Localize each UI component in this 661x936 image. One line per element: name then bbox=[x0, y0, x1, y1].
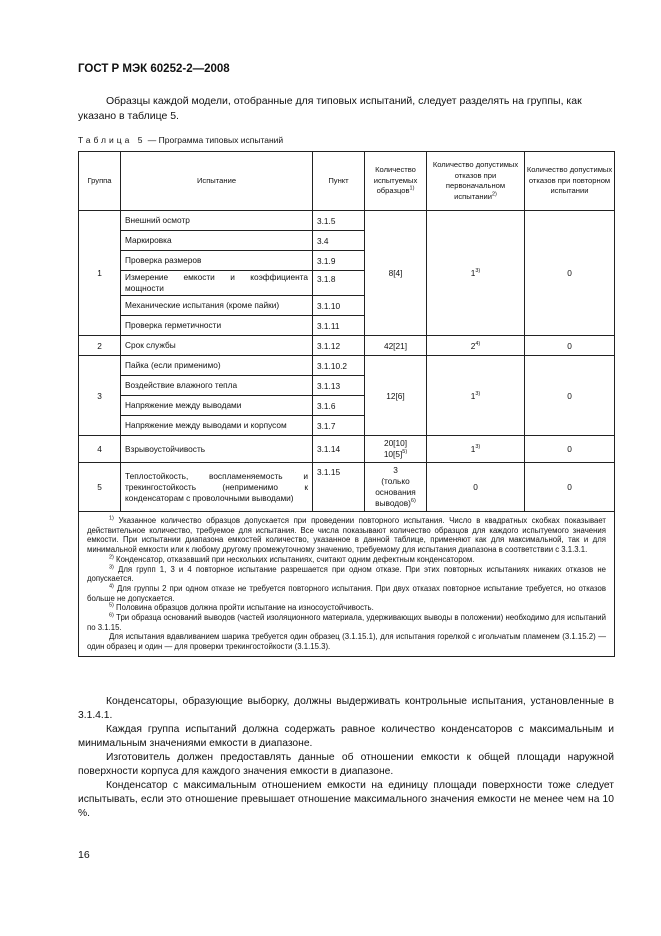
table-row bbox=[79, 336, 615, 356]
samples-cell: 42[21] bbox=[365, 336, 427, 356]
header-samples-sup: 1) bbox=[409, 185, 415, 192]
footnote bbox=[87, 565, 606, 584]
header-test: Испытание bbox=[121, 152, 313, 211]
fail-initial-cell bbox=[427, 211, 525, 336]
clause-cell: 3.1.13 bbox=[313, 376, 365, 396]
test-cell: Маркировка bbox=[121, 231, 313, 251]
test-cell: Воздействие влажного тепла bbox=[121, 376, 313, 396]
test-cell: Механические испытания (кроме пайки) bbox=[121, 296, 313, 316]
clause-cell: 3.1.15 bbox=[313, 463, 365, 512]
samples-cell bbox=[365, 436, 427, 463]
test-cell: Напряжение между выводами bbox=[121, 396, 313, 416]
fail-initial-sup: 3) bbox=[475, 444, 481, 451]
footnote bbox=[87, 603, 606, 613]
clause-cell: 3.1.14 bbox=[313, 436, 365, 463]
header-samples-text: Количество испытуемых образцов bbox=[373, 165, 418, 196]
footnote-mark: 1) bbox=[109, 515, 114, 522]
samples-value: 20[10] bbox=[383, 438, 408, 448]
body-paragraph: Конденсаторы, образующие выборку, должны выдерживать контрольные испытания, установленные в 3.1.4.1. bbox=[78, 696, 614, 721]
footnote-text: Конденсатор, отказавший при нескольких испытаниях, считают одним дефектным конденсатором. bbox=[113, 554, 475, 564]
fail-initial-value: 1 bbox=[470, 390, 476, 401]
footnote-mark: 3) bbox=[109, 563, 114, 570]
header-fail-initial-sup: 2) bbox=[492, 190, 497, 197]
table-row bbox=[79, 463, 615, 512]
footnote-text: Для группы 2 при одном отказе не требуется повторного испытания. При двух отказах повторное испытание требуется, но отказов больше не допускается. bbox=[87, 583, 606, 603]
samples-cell: 8[4] bbox=[365, 211, 427, 336]
group-cell: 5 bbox=[79, 463, 121, 512]
table-row bbox=[79, 436, 615, 463]
samples-sup: 6) bbox=[410, 498, 416, 505]
test-cell: Проверка размеров bbox=[121, 251, 313, 271]
samples-value-line: основания bbox=[375, 487, 416, 497]
test-cell: Проверка герметичности bbox=[121, 316, 313, 336]
body-paragraph: Конденсатор с максимальным отношением емкости на единицу площади поверхности тоже следует испытывать, если это отношение превышает отношение максимального значения емкости не менее чем на 10 %. bbox=[78, 780, 614, 819]
test-cell: Теплостойкость, воспламеняемость и трекингостойкость (неприменимо к конденсаторам с проволочными выводами) bbox=[121, 463, 313, 512]
footnote bbox=[87, 516, 606, 555]
samples-value-line-text: выводов) bbox=[375, 498, 411, 508]
fail-initial-value: 2 bbox=[470, 340, 476, 351]
page-number: 16 bbox=[78, 849, 90, 861]
intro-paragraph bbox=[78, 94, 614, 124]
body-paragraph: Каждая группа испытаний должна содержать равное количество конденсаторов с максимальным и минимальным значениями емкости в диапазоне. bbox=[78, 724, 614, 749]
fail-initial-cell bbox=[427, 336, 525, 356]
test-cell: Взрывоустойчивость bbox=[121, 436, 313, 463]
fail-initial-sup: 4) bbox=[475, 340, 481, 347]
table-notes bbox=[79, 512, 615, 657]
fail-initial-value: 1 bbox=[470, 444, 476, 454]
document-header: ГОСТ Р МЭК 60252-2—2008 bbox=[78, 63, 230, 75]
clause-cell: 3.1.9 bbox=[313, 251, 365, 271]
samples-value: 3 bbox=[393, 465, 398, 475]
fail-initial-cell: 0 bbox=[427, 463, 525, 512]
table-caption-title: — Программа типовых испытаний bbox=[145, 135, 284, 145]
fail-repeat-cell: 0 bbox=[525, 463, 615, 512]
fail-initial-cell bbox=[427, 436, 525, 463]
group-cell: 1 bbox=[79, 211, 121, 336]
samples-value-half-text: 10[5] bbox=[383, 449, 403, 459]
header-fail-repeat: Количество допустимых отказов при повторном испытании bbox=[525, 152, 615, 211]
clause-cell: 3.1.12 bbox=[313, 336, 365, 356]
clause-cell: 3.1.8 bbox=[313, 271, 365, 296]
clause-cell: 3.1.10.2 bbox=[313, 356, 365, 376]
clause-cell: 3.1.5 bbox=[313, 211, 365, 231]
group-cell: 3 bbox=[79, 356, 121, 436]
table-caption-prefix: Таблица 5 bbox=[78, 135, 146, 145]
fail-repeat-cell: 0 bbox=[525, 336, 615, 356]
footnote-mark: 4) bbox=[109, 583, 114, 590]
test-cell: Пайка (если применимо) bbox=[121, 356, 313, 376]
group-cell: 4 bbox=[79, 436, 121, 463]
clause-cell: 3.1.10 bbox=[313, 296, 365, 316]
table-row bbox=[79, 356, 615, 376]
fail-initial-sup: 3) bbox=[475, 390, 481, 397]
footnote-mark: 5) bbox=[109, 602, 114, 609]
clause-cell: 3.1.6 bbox=[313, 396, 365, 416]
test-cell: Измерение емкости и коэффициента мощности bbox=[121, 271, 313, 296]
fail-repeat-cell: 0 bbox=[525, 436, 615, 463]
samples-cell: 12[6] bbox=[365, 356, 427, 436]
fail-initial-value: 1 bbox=[470, 268, 476, 278]
footnote-mark: 6) bbox=[109, 612, 114, 619]
table-header-row bbox=[79, 152, 615, 211]
footnote-text: Указанное количество образцов допускается при проведении повторного испытания. Число в квадратных скобках показывает действительное количество, требуемое для испытания. Все числа показывают количество образцов для каждого испытуемого значения емкости. При испытании диапазона емкостей количество, указанное в данной таблице, применяют как для максимальной, так и для минимальной емкости или к любому другому промежуточному значению, требуемому для испытания диапазона в соответствии с 3.1.3.1. bbox=[87, 516, 606, 555]
intro-text: Образцы каждой модели, отобранные для типовых испытаний, следует разделять на группы, как указано в таблице 5. bbox=[78, 95, 582, 122]
table-caption bbox=[78, 135, 283, 145]
fail-repeat-cell: 0 bbox=[525, 211, 615, 336]
samples-value-half bbox=[365, 449, 426, 460]
footnote-mark: 2) bbox=[109, 554, 114, 561]
fail-initial-cell bbox=[427, 356, 525, 436]
footnote-text: Половина образцов должна пройти испытание на износоустойчивость. bbox=[113, 603, 374, 613]
footnote-text: Для испытания вдавливанием шарика требуется один образец (3.1.15.1), для испытания горелкой с игольчатым пламенем (3.1.15.2) — один образец и один — для проверки трекингостойкости (3.1.15.3). bbox=[87, 632, 606, 652]
header-group: Группа bbox=[79, 152, 121, 211]
header-samples bbox=[365, 152, 427, 211]
clause-cell: 3.1.7 bbox=[313, 416, 365, 436]
footnote bbox=[87, 613, 606, 632]
footnote bbox=[87, 632, 606, 651]
samples-cell bbox=[365, 463, 427, 512]
clause-cell: 3.4 bbox=[313, 231, 365, 251]
header-fail-initial-text: Количество допустимых отказов при первоначальном испытании bbox=[432, 160, 519, 201]
table-row bbox=[79, 211, 615, 231]
footnote-text: Для групп 1, 3 и 4 повторное испытание разрешается при одном отказе. При этих повторных испытаниях никаких отказов не допускается. bbox=[87, 564, 606, 584]
test-program-table bbox=[78, 151, 615, 657]
clause-cell: 3.1.11 bbox=[313, 316, 365, 336]
footnote bbox=[87, 584, 606, 603]
test-cell: Внешний осмотр bbox=[121, 211, 313, 231]
footnote bbox=[87, 555, 606, 565]
samples-value-line: (только bbox=[381, 476, 410, 486]
body-text bbox=[78, 695, 614, 821]
header-clause: Пункт bbox=[313, 152, 365, 211]
group-cell: 2 bbox=[79, 336, 121, 356]
body-paragraph: Изготовитель должен предоставлять данные об отношении емкости к общей площади наружной поверхности корпуса для каждого значения емкости в диапазоне. bbox=[78, 752, 614, 777]
fail-repeat-cell: 0 bbox=[525, 356, 615, 436]
samples-value-line bbox=[365, 498, 426, 509]
fail-initial-sup: 3) bbox=[475, 268, 481, 275]
test-cell: Напряжение между выводами и корпусом bbox=[121, 416, 313, 436]
footnote-text: Три образца оснований выводов (частей изоляционного материала, удерживающих выводы в положении) необходимо для испытаний по 3.1.15. bbox=[87, 613, 606, 632]
header-fail-initial bbox=[427, 152, 525, 211]
table-notes-row bbox=[79, 512, 615, 657]
test-cell: Срок службы bbox=[121, 336, 313, 356]
samples-sup: 5) bbox=[402, 449, 408, 456]
